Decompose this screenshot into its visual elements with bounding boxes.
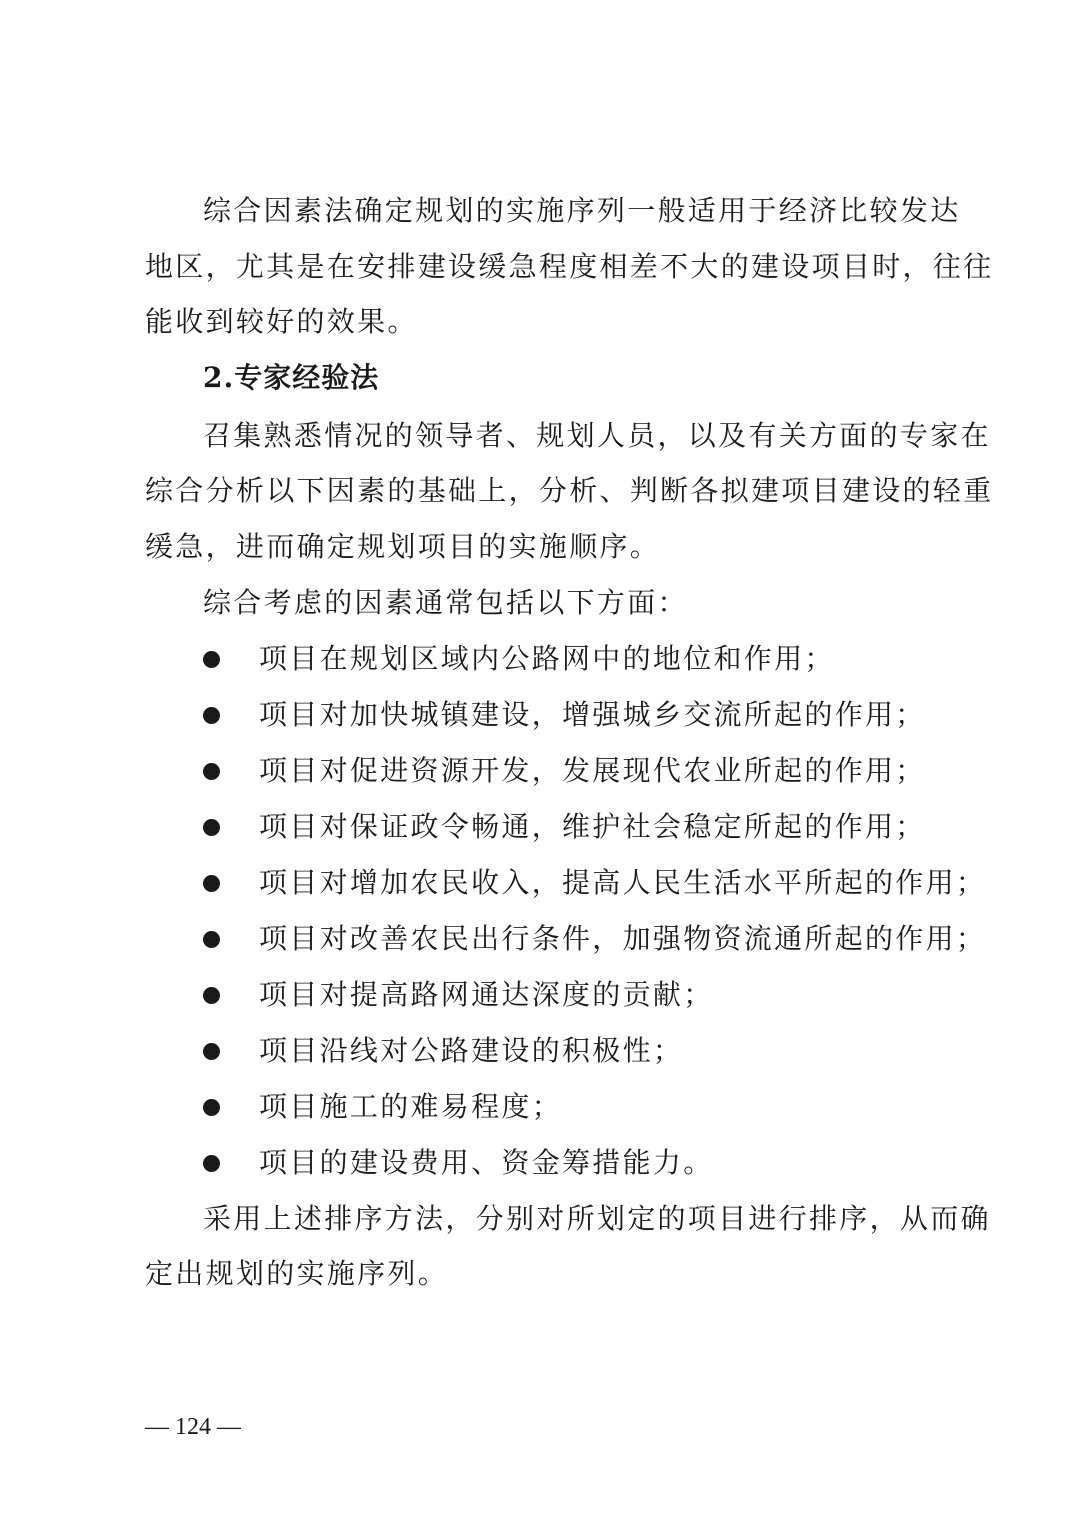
- list-item: [203, 1087, 963, 1127]
- list-item-text: 项目对促进资源开发，发展现代农业所起的作用；: [259, 754, 926, 787]
- paragraph-line: 综合考虑的因素通常包括以下方面：: [203, 586, 688, 619]
- list-item-text: 项目的建设费用、资金筹措能力。: [259, 1146, 714, 1179]
- list-item-text: 项目对提高路网通达深度的贡献；: [259, 978, 714, 1011]
- paragraph-line: 采用上述排序方法，分别对所划定的项目进行排序，从而确: [203, 1202, 991, 1235]
- paragraph-line: 综合因素法确定规划的实施序列一般适用于经济比较发达: [203, 194, 961, 227]
- paragraph-line: 能收到较好的效果。: [145, 305, 418, 338]
- list-item: [203, 807, 963, 847]
- list-item: [203, 1143, 963, 1183]
- bullet-icon: [203, 707, 220, 724]
- paragraph-line: 缓急，进而确定规划项目的实施顺序。: [145, 530, 661, 563]
- bullet-icon: [203, 987, 220, 1004]
- list-item: [203, 975, 963, 1015]
- list-item-text: 项目施工的难易程度；: [259, 1090, 563, 1123]
- paragraph-line: 地区，尤其是在安排建设缓急程度相差不大的建设项目时，往往: [145, 250, 994, 283]
- bullet-icon: [203, 651, 220, 668]
- paragraph-line: 定出规划的实施序列。: [145, 1257, 449, 1290]
- bullet-icon: [203, 1099, 220, 1116]
- list-item: [203, 695, 963, 735]
- bullet-icon: [203, 875, 220, 892]
- bullet-icon: [203, 1155, 220, 1172]
- list-item: [203, 919, 987, 959]
- bullet-icon: [203, 763, 220, 780]
- list-item-text: 项目对增加农民收入，提高人民生活水平所起的作用；: [259, 866, 987, 899]
- bullet-icon: [203, 819, 220, 836]
- list-item-text: 项目对加快城镇建设，增强城乡交流所起的作用；: [259, 698, 926, 731]
- list-item-text: 项目对保证政令畅通，维护社会稳定所起的作用；: [259, 810, 926, 843]
- list-item: [203, 863, 987, 903]
- list-item: [203, 751, 963, 791]
- list-item-text: 项目沿线对公路建设的积极性；: [259, 1034, 684, 1067]
- list-item: [203, 1031, 963, 1071]
- paragraph-line: 综合分析以下因素的基础上，分析、判断各拟建项目建设的轻重: [145, 474, 994, 507]
- list-item: [203, 639, 963, 679]
- section-heading: 2.专家经验法: [203, 361, 380, 394]
- list-item-text: 项目在规划区域内公路网中的地位和作用；: [259, 642, 835, 675]
- bullet-icon: [203, 1043, 220, 1060]
- page-number: — 124 —: [145, 1414, 241, 1440]
- bullet-icon: [203, 931, 220, 948]
- list-item-text: 项目对改善农民出行条件，加强物资流通所起的作用；: [259, 922, 987, 955]
- paragraph-line: 召集熟悉情况的领导者、规划人员，以及有关方面的专家在: [203, 419, 991, 452]
